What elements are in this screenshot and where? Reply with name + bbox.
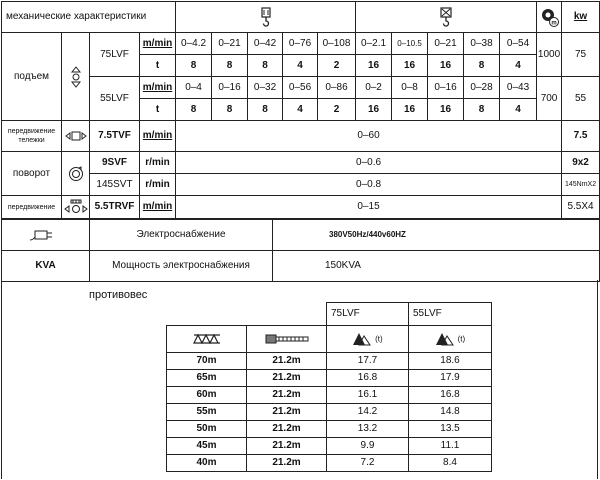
cw-value-75: 16.8 (327, 370, 409, 387)
lift-55-speed-8: 0–16 (428, 77, 464, 99)
lift-75-kw: 75 (562, 33, 600, 77)
lift-75-load-9: 8 (464, 55, 500, 77)
lift-55-load-unit: t (140, 99, 176, 121)
power-capacity-row (2, 251, 600, 282)
lift-55-load-2: 8 (212, 99, 248, 121)
mechanical-spec-table (1, 1, 600, 219)
trolley-row (2, 121, 600, 152)
power-supply-table (1, 219, 600, 282)
motor-rpm-cell (537, 2, 562, 33)
cw-value-75: 7.2 (327, 455, 409, 472)
lift-55-speed-6: 0–2 (356, 77, 392, 99)
slew-label: поворот (2, 152, 62, 196)
slew-1-speed: 0–0.6 (176, 152, 562, 174)
lift-75-load-4: 4 (283, 55, 318, 77)
lift-55-load-10: 4 (500, 99, 537, 121)
lift-55-speed-7: 0–8 (392, 77, 428, 99)
trolley-left-right-icon (65, 130, 87, 142)
trolley-unit: m/min (140, 121, 176, 152)
lift-75-rpm: 1000 (537, 33, 562, 77)
slew-rotate-icon (68, 166, 84, 182)
lift-75-load-10: 4 (500, 55, 537, 77)
travel-row (2, 196, 600, 219)
table-row (167, 353, 492, 370)
slew-1-kw: 9x2 (562, 152, 600, 174)
table-row (167, 404, 492, 421)
lift-55-kw: 55 (562, 77, 600, 121)
slew-1-unit: r/min (140, 152, 176, 174)
lift-label: подъем (2, 33, 62, 121)
cw-weight: 21.2m (247, 404, 327, 421)
cw-jib-length: 70m (167, 353, 247, 370)
spec-header-row (2, 2, 600, 33)
lift-55-load-4: 4 (283, 99, 318, 121)
lift-55-load-3: 8 (248, 99, 283, 121)
table-row (167, 455, 492, 472)
cw-value-55: 17.9 (409, 370, 492, 387)
lift-55-load-8: 16 (428, 99, 464, 121)
lift-75-speed-10: 0–54 (500, 33, 537, 55)
cw-load-55-unit: (t) (457, 334, 466, 344)
lift-75-speed-1: 0–4.2 (176, 33, 212, 55)
lift-55-speed-9: 0–28 (464, 77, 500, 99)
lift-55-load-5: 2 (318, 99, 356, 121)
power-capacity-label: Мощность электроснабжения (90, 251, 273, 282)
lift-75-speed-3: 0–42 (248, 33, 283, 55)
power-capacity-value: 150KVA (273, 251, 600, 282)
crane-travel-icon (64, 199, 88, 215)
cw-jib-icon-cell (167, 326, 247, 353)
slew-2-unit: r/min (140, 174, 176, 196)
lift-55-speed-2: 0–16 (212, 77, 248, 99)
lift-75-load-8: 16 (428, 55, 464, 77)
slew-row-2 (2, 174, 600, 196)
cw-load-75-unit: (t) (375, 334, 383, 344)
lift-75-speed-5: 0–108 (318, 33, 356, 55)
cw-jib-length: 40m (167, 455, 247, 472)
lift-55-speed-unit: m/min (140, 77, 176, 99)
spec-title: механические характеристики (2, 2, 176, 33)
cw-value-75: 17.7 (327, 353, 409, 370)
travel-unit: m/min (140, 196, 176, 219)
load-weight-icon (435, 332, 455, 346)
lift-75-speed-6: 0–2.1 (356, 33, 392, 55)
svg-text:m: m (551, 20, 557, 27)
cw-load-55-cell (409, 326, 492, 353)
lift-55-model: 55LVF (90, 77, 140, 121)
lift-55-speed-5: 0–86 (318, 77, 356, 99)
lift-55-load-6: 16 (356, 99, 392, 121)
cw-model-row (167, 303, 492, 326)
lift-icon-cell (62, 33, 90, 121)
lift-55-load-9: 8 (464, 99, 500, 121)
cw-jib-length: 65m (167, 370, 247, 387)
table-row (167, 370, 492, 387)
trolley-kw: 7.5 (562, 121, 600, 152)
kva-label: KVA (2, 251, 90, 282)
trolley-model: 7.5TVF (90, 121, 140, 152)
cw-value-55: 16.8 (409, 387, 492, 404)
single-fall-hook-icon (259, 7, 273, 27)
lift-75-speed-2: 0–21 (212, 33, 248, 55)
lift-75-speed-9: 0–38 (464, 33, 500, 55)
kw-header: kw (562, 2, 600, 33)
trolley-label-line2: тележки (18, 137, 45, 144)
cw-value-75: 9.9 (327, 438, 409, 455)
table-row (167, 421, 492, 438)
power-supply-row (2, 220, 600, 251)
trolley-icon-cell (62, 121, 90, 152)
lift-75-speed-4: 0–76 (283, 33, 318, 55)
lift-75-load-unit: t (140, 55, 176, 77)
lift-55-speed-4: 0–56 (283, 77, 318, 99)
lift-75-speed-8: 0–21 (428, 33, 464, 55)
cw-icon-row (167, 326, 492, 353)
cw-weight: 21.2m (247, 421, 327, 438)
single-hook-cell (176, 2, 356, 33)
lift-75-speed-unit: m/min (140, 33, 176, 55)
trolley-label-line1: передвижение (7, 128, 56, 135)
cw-weight: 21.2m (247, 353, 327, 370)
lift-75-load-6: 16 (356, 55, 392, 77)
cw-col-55: 55LVF (409, 303, 492, 326)
cw-weight: 21.2m (247, 438, 327, 455)
cw-value-55: 14.8 (409, 404, 492, 421)
lift-75-load-5: 2 (318, 55, 356, 77)
cw-weight: 21.2m (247, 455, 327, 472)
double-hook-cell (356, 2, 537, 33)
counterweight-jib-icon (265, 334, 309, 344)
lift-75-model: 75LVF (90, 33, 140, 77)
slew-2-kw: 145NmX2 (562, 174, 600, 196)
trolley-speed: 0–60 (176, 121, 562, 152)
lift-55-speed-1: 0–4 (176, 77, 212, 99)
cw-value-75: 16.1 (327, 387, 409, 404)
load-weight-icon (352, 332, 372, 346)
travel-label: передвижение (2, 196, 62, 219)
lift-55-rpm: 700 (537, 77, 562, 121)
jib-truss-icon (193, 334, 221, 344)
plug-icon-cell (2, 220, 90, 251)
cw-value-55: 11.1 (409, 438, 492, 455)
cw-jib-length: 50m (167, 421, 247, 438)
lift-75-load-3: 8 (248, 55, 283, 77)
slew-1-model: 9SVF (90, 152, 140, 174)
lift-55-load-1: 8 (176, 99, 212, 121)
cw-weight-icon-cell (247, 326, 327, 353)
lift-75-load-7: 16 (392, 55, 428, 77)
cw-value-75: 13.2 (327, 421, 409, 438)
cw-value-55: 18.6 (409, 353, 492, 370)
lift-55-speed-row (2, 77, 600, 99)
power-plug-icon (29, 227, 63, 243)
cw-value-55: 8.4 (409, 455, 492, 472)
cw-jib-length: 45m (167, 438, 247, 455)
cw-value-55: 13.5 (409, 421, 492, 438)
lift-75-speed-row (2, 33, 600, 55)
lift-75-load-2: 8 (212, 55, 248, 77)
cw-col-75: 75LVF (327, 303, 409, 326)
table-row (167, 438, 492, 455)
slew-icon-cell (62, 152, 90, 196)
power-supply-value: 380V50Hz/440v60HZ (273, 220, 600, 251)
trolley-label (2, 121, 62, 152)
table-row (167, 387, 492, 404)
travel-icon-cell (62, 196, 90, 219)
lift-75-speed-7: 0–10.5 (392, 33, 428, 55)
double-fall-hook-icon (439, 7, 453, 27)
travel-kw: 5.5X4 (562, 196, 600, 219)
lift-75-load-1: 8 (176, 55, 212, 77)
lift-55-speed-10: 0–43 (500, 77, 537, 99)
cw-weight: 21.2m (247, 387, 327, 404)
travel-speed: 0–15 (176, 196, 562, 219)
counterweight-table (166, 302, 492, 472)
motor-rpm-icon (539, 7, 559, 27)
power-supply-label: Электроснабжение (90, 220, 273, 251)
cw-jib-length: 60m (167, 387, 247, 404)
lift-55-speed-3: 0–32 (248, 77, 283, 99)
slew-2-speed: 0–0.8 (176, 174, 562, 196)
lift-up-down-icon (70, 66, 82, 88)
travel-model: 5.5TRVF (90, 196, 140, 219)
cw-value-75: 14.2 (327, 404, 409, 421)
slew-row-1 (2, 152, 600, 174)
slew-2-model: 145SVT (90, 174, 140, 196)
cw-blank-corner (167, 303, 327, 326)
counterweight-title: противовес (89, 289, 148, 301)
cw-load-75-cell (327, 326, 409, 353)
lift-55-load-7: 16 (392, 99, 428, 121)
cw-jib-length: 55m (167, 404, 247, 421)
cw-weight: 21.2m (247, 370, 327, 387)
